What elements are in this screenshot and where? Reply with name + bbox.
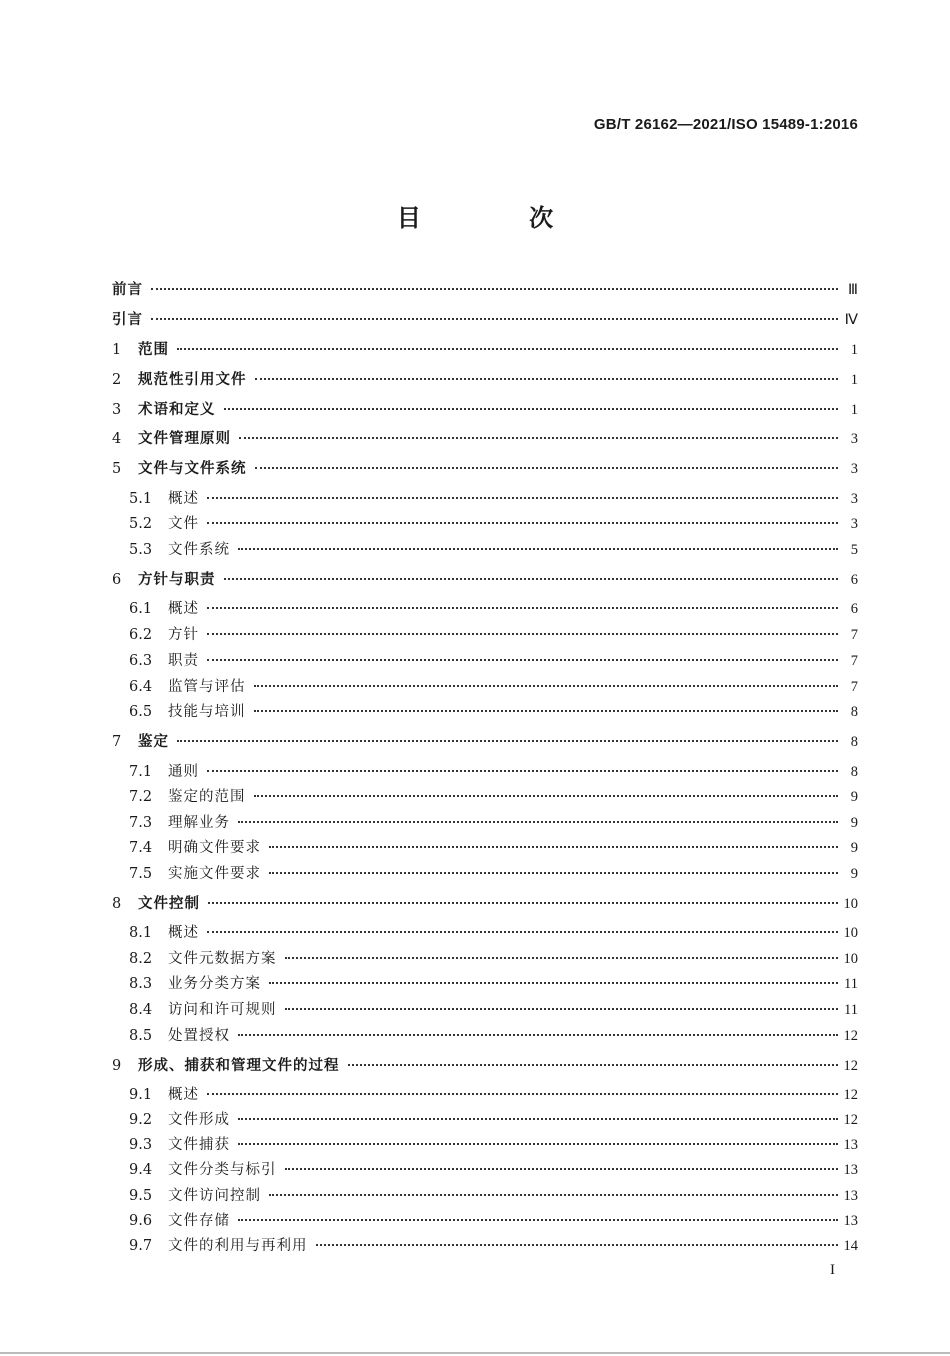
toc-entry-number: 6.5 <box>129 704 153 720</box>
toc-entry-page: 12 <box>843 1058 858 1074</box>
toc-entry <box>112 732 858 752</box>
toc-dot-leader <box>254 794 839 797</box>
toc-dot-leader <box>239 436 838 439</box>
toc-dot-leader <box>151 317 838 320</box>
toc-dot-leader <box>255 466 839 469</box>
toc-entry-page: 9 <box>850 866 858 882</box>
toc-entry-page: 7 <box>850 653 858 669</box>
toc-dot-leader <box>224 407 839 410</box>
toc-entry-page: 8 <box>850 764 858 780</box>
toc-entry <box>129 1085 858 1105</box>
toc-entry-page: 3 <box>850 461 858 477</box>
toc-entry-page: 8 <box>850 734 858 750</box>
page-edge-line <box>0 1352 950 1354</box>
toc-entry <box>129 677 858 697</box>
toc-dot-leader <box>285 956 838 959</box>
toc-entry-number: 7.4 <box>129 840 153 856</box>
toc-entry-label: 技能与培训 <box>168 704 246 720</box>
toc-dot-leader <box>269 1193 838 1196</box>
toc-entry-page: 13 <box>843 1213 858 1229</box>
toc-entry <box>112 310 858 330</box>
toc-entry-page: 1 <box>850 402 858 418</box>
toc-entry <box>129 864 858 884</box>
toc-entry-number: 6.4 <box>129 679 153 695</box>
toc-entry <box>129 1186 858 1206</box>
toc-entry-number: 6.3 <box>129 653 153 669</box>
toc-entry-label: 业务分类方案 <box>168 976 261 992</box>
toc-entry-number: 5.1 <box>129 491 153 507</box>
toc-entry-label: 文件的利用与再利用 <box>168 1238 308 1254</box>
toc-entry-page: 5 <box>850 542 858 558</box>
toc-dot-leader <box>208 901 838 904</box>
toc-dot-leader <box>207 769 838 772</box>
toc-entry-label: 实施文件要求 <box>168 866 261 882</box>
toc-entry-number: 6 <box>112 572 122 588</box>
toc-dot-leader <box>254 684 839 687</box>
toc-entry <box>112 570 858 590</box>
toc-entry-label: 职责 <box>168 653 199 669</box>
toc-entry-label: 形成、捕获和管理文件的过程 <box>138 1057 340 1074</box>
toc-dot-leader <box>207 521 838 524</box>
toc-dot-leader <box>238 1117 838 1120</box>
toc-dot-leader <box>151 287 838 290</box>
toc-entry <box>129 1160 858 1180</box>
toc-dot-leader <box>255 377 839 380</box>
toc-dot-leader <box>254 709 839 712</box>
toc-entry <box>129 813 858 833</box>
toc-dot-leader <box>224 577 839 580</box>
toc-entry-number: 8.4 <box>129 1002 153 1018</box>
toc-entry-page: 6 <box>850 572 858 588</box>
toc-dot-leader <box>269 845 838 848</box>
toc-entry-page: 10 <box>843 925 858 941</box>
toc-entry-page: 12 <box>843 1028 858 1044</box>
toc-entry-label: 访问和许可规则 <box>168 1002 277 1018</box>
toc-entry-page: 6 <box>850 601 858 617</box>
toc-entry-number: 9.2 <box>129 1112 153 1128</box>
toc-dot-leader <box>177 347 838 350</box>
toc-entry-label: 文件访问控制 <box>168 1188 261 1204</box>
toc-entry-number: 8.1 <box>129 925 153 941</box>
toc-entry <box>129 514 858 534</box>
toc-entry-label: 概述 <box>168 1087 199 1103</box>
toc-entry-number: 8.5 <box>129 1028 153 1044</box>
toc-entry <box>129 1026 858 1046</box>
toc-entry-number: 2 <box>112 372 122 388</box>
toc-entry-page: Ⅲ <box>848 282 858 298</box>
toc-entry-label: 文件管理原则 <box>138 430 231 447</box>
toc-entry-page: 13 <box>843 1188 858 1204</box>
toc-dot-leader <box>207 1092 838 1095</box>
toc-entry-label: 通则 <box>168 764 199 780</box>
toc-dot-leader <box>238 1033 838 1036</box>
toc-entry-page: 12 <box>843 1112 858 1128</box>
toc-dot-leader <box>238 1142 838 1145</box>
toc-entry-number: 8.3 <box>129 976 153 992</box>
toc-entry-number: 8.2 <box>129 951 153 967</box>
toc-entry <box>112 459 858 479</box>
toc-entry-label: 鉴定 <box>138 733 169 750</box>
toc-entry-number: 8 <box>112 896 122 912</box>
toc-entry-number: 5.2 <box>129 516 153 532</box>
toc-entry-page: 10 <box>843 951 858 967</box>
toc-dot-leader <box>269 871 838 874</box>
toc-entry-number: 3 <box>112 402 122 418</box>
toc-entry-page: 13 <box>843 1162 858 1178</box>
toc-dot-leader <box>285 1167 838 1170</box>
toc-dot-leader <box>348 1063 838 1066</box>
toc-entry-page: 13 <box>843 1137 858 1153</box>
toc-entry-page: 7 <box>850 627 858 643</box>
toc-entry-page: Ⅳ <box>844 312 858 328</box>
toc-dot-leader <box>238 1218 838 1221</box>
toc-entry-number: 9.3 <box>129 1137 153 1153</box>
toc-entry-page: 1 <box>850 342 858 358</box>
toc-entry <box>112 370 858 390</box>
toc-entry-number: 7.5 <box>129 866 153 882</box>
toc-entry <box>129 702 858 722</box>
toc-entry <box>112 400 858 420</box>
toc-entry-page: 10 <box>843 896 858 912</box>
toc-entry-number: 6.1 <box>129 601 153 617</box>
toc-entry <box>129 651 858 671</box>
toc-dot-leader <box>207 496 838 499</box>
standard-number: GB/T 26162—2021/ISO 15489-1:2016 <box>593 116 858 133</box>
toc-entry <box>129 974 858 994</box>
toc-entry-label: 文件 <box>168 516 199 532</box>
toc-entry <box>112 1056 858 1076</box>
toc-dot-leader <box>177 739 838 742</box>
toc-entry-number: 7.2 <box>129 789 153 805</box>
toc-entry-label: 规范性引用文件 <box>138 371 247 388</box>
toc-entry-label: 鉴定的范围 <box>168 789 246 805</box>
toc-entry-number: 9 <box>112 1058 122 1074</box>
toc-entry-label: 范围 <box>138 341 169 358</box>
toc-entry-label: 术语和定义 <box>138 401 216 418</box>
toc-entry <box>129 540 858 560</box>
toc-entry-label: 引言 <box>112 311 143 328</box>
toc-entry-page: 11 <box>844 976 858 992</box>
toc-entry <box>129 1000 858 1020</box>
toc-entry-label: 文件捕获 <box>168 1137 230 1153</box>
toc-entry-label: 概述 <box>168 601 199 617</box>
toc-entry-number: 7 <box>112 734 122 750</box>
toc-entry <box>129 949 858 969</box>
toc-entry-label: 文件分类与标引 <box>168 1162 277 1178</box>
table-of-contents <box>112 0 858 1356</box>
toc-entry-page: 9 <box>850 789 858 805</box>
toc-dot-leader <box>238 547 838 550</box>
toc-entry-number: 1 <box>112 342 122 358</box>
toc-entry-number: 4 <box>112 431 122 447</box>
toc-entry <box>112 340 858 360</box>
toc-entry <box>112 429 858 449</box>
toc-entry-page: 3 <box>850 491 858 507</box>
toc-entry <box>129 489 858 509</box>
toc-entry-label: 文件元数据方案 <box>168 951 277 967</box>
toc-entry-number: 5.3 <box>129 542 153 558</box>
page-title: 目 次 <box>396 203 604 232</box>
toc-entry-number: 9.7 <box>129 1238 153 1254</box>
toc-entry <box>129 1135 858 1155</box>
toc-entry-label: 前言 <box>112 281 143 298</box>
toc-dot-leader <box>207 930 838 933</box>
toc-entry <box>129 1110 858 1130</box>
toc-entry-page: 3 <box>850 431 858 447</box>
toc-entry <box>129 625 858 645</box>
toc-entry <box>129 787 858 807</box>
toc-dot-leader <box>207 606 838 609</box>
toc-entry-number: 9.1 <box>129 1087 153 1103</box>
toc-entry-page: 11 <box>844 1002 858 1018</box>
toc-entry-label: 理解业务 <box>168 815 230 831</box>
toc-dot-leader <box>207 658 838 661</box>
toc-dot-leader <box>269 981 838 984</box>
toc-entry <box>112 894 858 914</box>
toc-entry <box>129 838 858 858</box>
toc-entry-label: 概述 <box>168 491 199 507</box>
toc-entry-number: 7.3 <box>129 815 153 831</box>
toc-dot-leader <box>316 1243 838 1246</box>
toc-entry-page: 9 <box>850 840 858 856</box>
toc-entry-number: 6.2 <box>129 627 153 643</box>
toc-entry-page: 8 <box>850 704 858 720</box>
toc-entry-number: 9.6 <box>129 1213 153 1229</box>
toc-entry-page: 3 <box>850 516 858 532</box>
toc-entry-label: 处置授权 <box>168 1028 230 1044</box>
toc-entry-page: 7 <box>850 679 858 695</box>
toc-entry-number: 5 <box>112 461 122 477</box>
toc-entry-label: 文件与文件系统 <box>138 460 247 477</box>
toc-entry <box>112 280 858 300</box>
toc-dot-leader <box>285 1007 839 1010</box>
toc-entry-label: 监管与评估 <box>168 679 246 695</box>
toc-entry-page: 14 <box>843 1238 858 1254</box>
toc-entry <box>129 1236 858 1256</box>
toc-entry-label: 文件形成 <box>168 1112 230 1128</box>
toc-entry-number: 9.4 <box>129 1162 153 1178</box>
toc-entry-page: 9 <box>850 815 858 831</box>
toc-entry <box>129 1211 858 1231</box>
page-number: I <box>830 1262 835 1278</box>
toc-entry-number: 9.5 <box>129 1188 153 1204</box>
toc-entry-label: 方针 <box>168 627 199 643</box>
toc-dot-leader <box>238 820 838 823</box>
toc-dot-leader <box>207 632 838 635</box>
toc-entry-label: 方针与职责 <box>138 571 216 588</box>
toc-entry-label: 文件控制 <box>138 895 200 912</box>
toc-entry <box>129 599 858 619</box>
toc-entry-number: 7.1 <box>129 764 153 780</box>
toc-entry-label: 概述 <box>168 925 199 941</box>
toc-entry <box>129 762 858 782</box>
toc-entry-label: 明确文件要求 <box>168 840 261 856</box>
toc-entry-page: 12 <box>843 1087 858 1103</box>
toc-entry <box>129 923 858 943</box>
toc-entry-page: 1 <box>850 372 858 388</box>
toc-entry-label: 文件存储 <box>168 1213 230 1229</box>
toc-entry-label: 文件系统 <box>168 542 230 558</box>
